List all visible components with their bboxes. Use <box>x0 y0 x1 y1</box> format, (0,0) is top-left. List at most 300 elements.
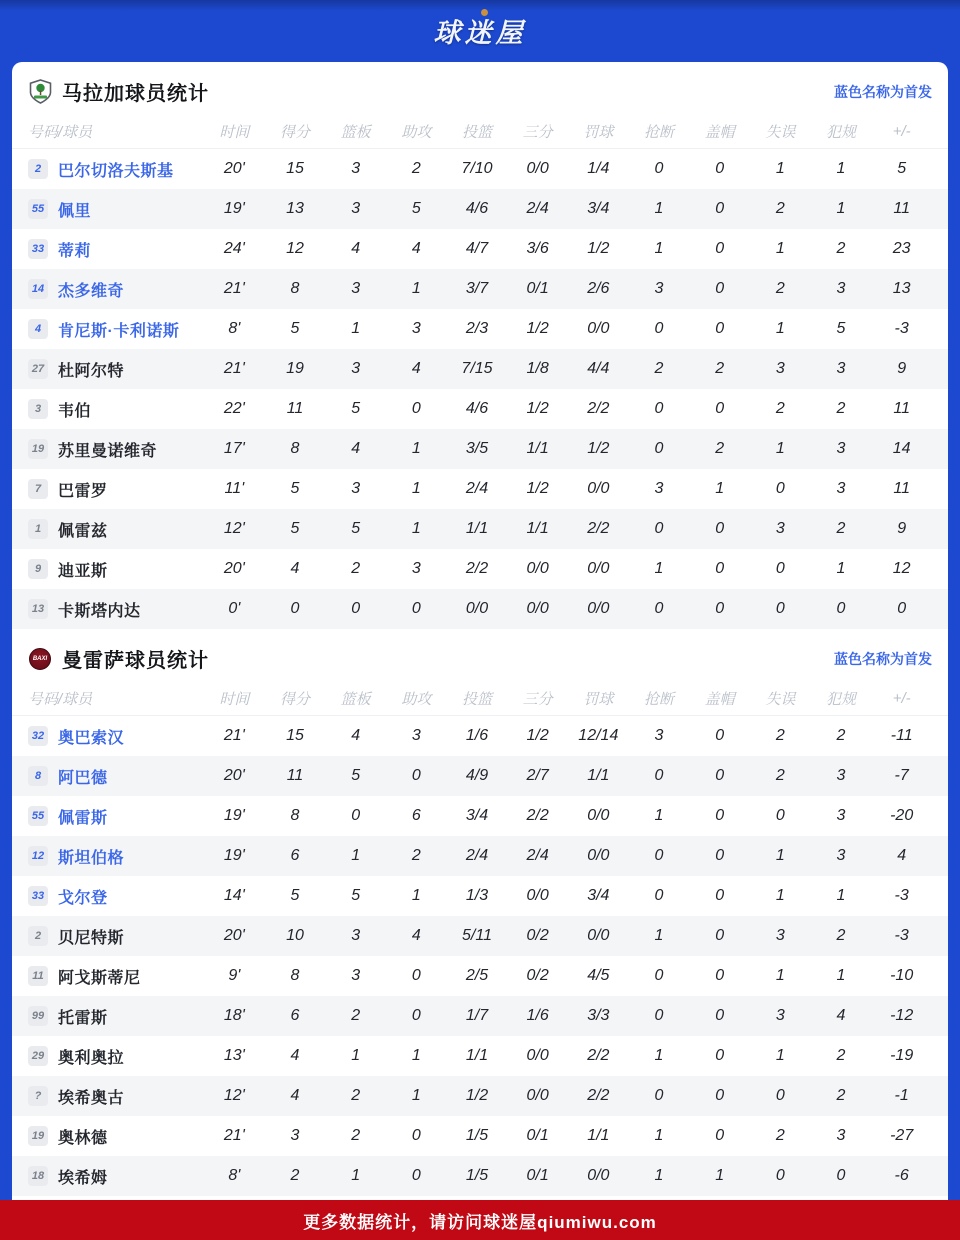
stat-cell-三分: 0/1 <box>526 1127 549 1144</box>
table-row[interactable] <box>12 549 948 589</box>
stat-cell-助攻: 2 <box>411 160 421 177</box>
stat-cell-抢断: 0 <box>654 1087 664 1104</box>
table-row[interactable] <box>12 189 948 229</box>
column-header-10: 失误 <box>765 124 796 141</box>
stat-cell-盖帽: 0 <box>715 887 725 904</box>
player-cell <box>28 438 204 461</box>
column-header-0: 号码/球员 <box>28 124 93 141</box>
stat-cell-投篮: 7/10 <box>461 160 493 177</box>
stat-cell-助攻: 0 <box>411 1127 421 1144</box>
player-name: 巴尔切洛夫斯基 <box>58 162 174 180</box>
stat-cell-抢断: 0 <box>654 440 664 457</box>
player-name: 奥利奥拉 <box>58 1049 125 1067</box>
stat-cell-失误: 1 <box>775 967 785 984</box>
stat-cell-得分: 6 <box>290 1007 300 1024</box>
player-cell <box>28 358 204 381</box>
stat-cell-助攻: 0 <box>411 1007 421 1024</box>
stat-cell-+/-: -12 <box>890 1007 914 1024</box>
column-header-5: 投篮 <box>461 691 492 708</box>
column-header-0: 号码/球员 <box>28 691 93 708</box>
stat-cell-篮板: 3 <box>351 967 361 984</box>
stat-cell-三分: 0/0 <box>526 887 549 904</box>
stat-cell-+/-: 11 <box>893 480 910 497</box>
stat-cell-犯规: 2 <box>836 240 846 257</box>
stat-cell-时间: 19' <box>223 200 245 217</box>
stat-cell-+/-: -20 <box>890 807 914 824</box>
stat-cell-罚球: 0/0 <box>587 320 610 337</box>
stat-cell-投篮: 2/3 <box>465 320 489 337</box>
table-row[interactable] <box>12 1036 948 1076</box>
stat-cell-抢断: 1 <box>654 200 664 217</box>
jersey-number-badge: 29 <box>28 1046 48 1066</box>
table-row[interactable] <box>12 429 948 469</box>
stat-cell-犯规: 1 <box>836 887 846 904</box>
stat-cell-时间: 8' <box>228 1167 241 1184</box>
player-name: 佩里 <box>58 202 92 220</box>
jersey-number-badge: 55 <box>28 806 48 826</box>
stat-cell-抢断: 1 <box>654 1127 664 1144</box>
stat-cell-得分: 10 <box>286 927 304 944</box>
stat-cell-篮板: 0 <box>351 807 361 824</box>
jersey-number-badge: 27 <box>28 359 48 379</box>
player-cell <box>28 1085 204 1108</box>
stat-cell-投篮: 4/7 <box>465 240 489 257</box>
stat-cell-投篮: 1/5 <box>465 1167 489 1184</box>
stat-cell-投篮: 2/2 <box>465 560 489 577</box>
table-row[interactable] <box>12 389 948 429</box>
table-row[interactable] <box>12 1076 948 1116</box>
stat-cell-抢断: 1 <box>654 927 664 944</box>
stat-cell-投篮: 1/6 <box>465 727 489 744</box>
stat-cell-罚球: 0/0 <box>587 927 610 944</box>
stat-cell-+/-: 13 <box>892 280 911 297</box>
player-cell <box>28 1125 204 1148</box>
jersey-number-badge: 33 <box>28 886 48 906</box>
player-cell <box>28 805 204 828</box>
stat-cell-三分: 0/0 <box>526 1047 549 1064</box>
table-row[interactable] <box>12 149 948 189</box>
table-row[interactable] <box>12 309 948 349</box>
stat-cell-抢断: 0 <box>654 600 664 617</box>
stat-cell-投篮: 2/4 <box>465 480 489 497</box>
stat-cell-时间: 17' <box>223 440 245 457</box>
stat-cell-抢断: 3 <box>654 280 664 297</box>
stat-cell-抢断: 0 <box>654 1007 664 1024</box>
stat-cell-三分: 1/2 <box>526 320 549 337</box>
jersey-number-badge: 4 <box>28 319 48 339</box>
stat-cell-抢断: 3 <box>654 727 664 744</box>
stat-cell-犯规: 3 <box>836 807 846 824</box>
stat-cell-时间: 21' <box>223 280 245 297</box>
manresa-title-row <box>12 629 948 682</box>
player-cell <box>28 845 204 868</box>
player-cell <box>28 558 204 581</box>
stat-cell-投篮: 1/1 <box>465 520 489 537</box>
player-cell <box>28 765 204 788</box>
stat-cell-投篮: 7/15 <box>461 360 493 377</box>
column-header-2: 得分 <box>279 124 310 141</box>
stat-cell-+/-: -10 <box>890 967 914 984</box>
stat-cell-盖帽: 0 <box>715 807 725 824</box>
stat-cell-投篮: 2/5 <box>465 967 489 984</box>
table-row[interactable] <box>12 1156 948 1196</box>
stat-cell-罚球: 1/2 <box>587 240 610 257</box>
stat-cell-篮板: 1 <box>351 847 361 864</box>
column-header-1: 时间 <box>219 691 250 708</box>
table-row[interactable] <box>12 876 948 916</box>
stat-cell-投篮: 1/2 <box>465 1087 489 1104</box>
stat-cell-得分: 8 <box>290 440 300 457</box>
stat-cell-助攻: 1 <box>411 887 421 904</box>
stat-cell-得分: 12 <box>286 240 304 257</box>
stat-cell-助攻: 1 <box>411 280 421 297</box>
stat-cell-犯规: 1 <box>836 200 846 217</box>
stat-cell-失误: 0 <box>775 1167 785 1184</box>
player-cell <box>28 278 204 301</box>
player-cell <box>28 158 204 181</box>
site-logo-text: 球迷屋 <box>433 17 527 48</box>
stat-cell-投篮: 4/6 <box>465 200 489 217</box>
stat-cell-三分: 1/2 <box>526 727 549 744</box>
stat-cell-犯规: 2 <box>836 927 846 944</box>
stat-cell-投篮: 0/0 <box>465 600 489 617</box>
stat-cell-篮板: 5 <box>351 767 361 784</box>
manresa-stats-section <box>12 629 948 1196</box>
stat-cell-盖帽: 1 <box>715 1167 725 1184</box>
stat-cell-得分: 0 <box>290 600 300 617</box>
malaga-player-rows <box>12 149 948 629</box>
stat-cell-篮板: 4 <box>351 240 361 257</box>
table-row[interactable] <box>12 589 948 629</box>
stat-cell-得分: 11 <box>286 767 304 784</box>
stat-cell-抢断: 1 <box>654 560 664 577</box>
stat-cell-三分: 2/2 <box>526 807 549 824</box>
stat-cell-盖帽: 0 <box>715 200 725 217</box>
player-name: 阿戈斯蒂尼 <box>58 969 141 987</box>
stat-cell-+/-: -7 <box>894 767 909 784</box>
stat-cell-犯规: 1 <box>836 160 846 177</box>
table-row[interactable] <box>12 996 948 1036</box>
stat-cell-助攻: 3 <box>411 560 421 577</box>
stat-cell-罚球: 0/0 <box>587 480 610 497</box>
jersey-number-badge: 2 <box>28 926 48 946</box>
stat-cell-失误: 1 <box>775 887 785 904</box>
player-cell <box>28 598 204 621</box>
app-header <box>0 0 960 60</box>
player-cell <box>28 398 204 421</box>
player-name: 阿巴德 <box>58 769 108 787</box>
stat-cell-时间: 11' <box>224 480 245 497</box>
stat-cell-助攻: 0 <box>411 400 421 417</box>
stat-cell-抢断: 1 <box>654 1047 664 1064</box>
column-header-3: 篮板 <box>340 124 371 141</box>
stat-cell-篮板: 2 <box>351 560 361 577</box>
table-row[interactable] <box>12 509 948 549</box>
table-row[interactable] <box>12 1116 948 1156</box>
stat-cell-篮板: 5 <box>351 520 361 537</box>
stat-cell-盖帽: 0 <box>715 280 725 297</box>
stat-cell-罚球: 2/2 <box>587 400 610 417</box>
table-row[interactable] <box>12 956 948 996</box>
player-name: 托雷斯 <box>58 1009 108 1027</box>
stat-cell-盖帽: 0 <box>715 927 725 944</box>
stat-cell-盖帽: 0 <box>715 240 725 257</box>
stat-cell-失误: 1 <box>775 1047 785 1064</box>
player-name: 蒂莉 <box>58 242 92 260</box>
jersey-number-badge: 1 <box>28 519 48 539</box>
player-cell <box>28 965 204 988</box>
stat-cell-三分: 3/6 <box>526 240 549 257</box>
column-header-1: 时间 <box>219 124 250 141</box>
table-row[interactable] <box>12 229 948 269</box>
stat-cell-篮板: 4 <box>351 440 361 457</box>
stat-cell-盖帽: 0 <box>715 160 725 177</box>
footer-banner[interactable] <box>0 1200 960 1240</box>
jersey-number-badge: 19 <box>28 1126 48 1146</box>
jersey-number-badge: 19 <box>28 439 48 459</box>
stat-cell-犯规: 2 <box>836 1047 846 1064</box>
jersey-number-badge: ? <box>28 1086 48 1106</box>
stat-cell-时间: 20' <box>223 927 245 944</box>
stat-cell-三分: 0/2 <box>526 927 549 944</box>
table-row[interactable] <box>12 349 948 389</box>
stat-cell-失误: 0 <box>775 807 785 824</box>
stat-cell-时间: 12' <box>223 520 245 537</box>
player-cell <box>28 478 204 501</box>
stat-cell-助攻: 1 <box>411 1087 421 1104</box>
stat-cell-+/-: -1 <box>894 1087 909 1104</box>
stat-cell-+/-: -3 <box>894 320 909 337</box>
stat-cell-+/-: -3 <box>894 927 909 944</box>
player-name: 杜阿尔特 <box>58 362 125 380</box>
stat-cell-罚球: 1/1 <box>587 767 610 784</box>
stat-cell-失误: 0 <box>775 1087 785 1104</box>
stat-cell-篮板: 1 <box>351 1167 361 1184</box>
stat-cell-篮板: 3 <box>351 160 361 177</box>
logo-dot-icon <box>481 9 488 16</box>
stat-cell-盖帽: 0 <box>715 1047 725 1064</box>
table-row[interactable] <box>12 796 948 836</box>
stat-cell-盖帽: 0 <box>715 320 725 337</box>
manresa-crest-icon: BAXI <box>28 646 52 672</box>
stat-cell-盖帽: 0 <box>715 1007 725 1024</box>
stat-cell-失误: 0 <box>775 480 785 497</box>
stat-cell-罚球: 2/2 <box>587 1047 610 1064</box>
stat-cell-盖帽: 0 <box>715 847 725 864</box>
stat-cell-助攻: 4 <box>411 927 421 944</box>
player-name: 韦伯 <box>58 402 92 420</box>
stat-cell-罚球: 0/0 <box>587 847 610 864</box>
stat-cell-助攻: 4 <box>411 240 421 257</box>
stat-cell-助攻: 0 <box>411 967 421 984</box>
stat-cell-盖帽: 0 <box>715 1127 725 1144</box>
jersey-number-badge: 9 <box>28 559 48 579</box>
stat-cell-得分: 5 <box>290 520 300 537</box>
column-header-2: 得分 <box>279 691 310 708</box>
jersey-number-badge: 18 <box>28 1166 48 1186</box>
manresa-player-rows <box>12 716 948 1196</box>
manresa-table-title: 曼雷萨球员统计 <box>62 650 209 672</box>
jersey-number-badge: 14 <box>28 279 48 299</box>
stat-cell-罚球: 3/4 <box>587 200 610 217</box>
stat-cell-篮板: 5 <box>351 400 361 417</box>
stat-cell-抢断: 0 <box>654 767 664 784</box>
player-cell <box>28 518 204 541</box>
stat-cell-失误: 2 <box>775 1127 785 1144</box>
stat-cell-助攻: 4 <box>411 360 421 377</box>
column-header-10: 失误 <box>765 691 796 708</box>
stat-cell-罚球: 0/0 <box>587 560 610 577</box>
stat-cell-投篮: 3/5 <box>465 440 489 457</box>
stat-cell-犯规: 3 <box>836 767 846 784</box>
stat-cell-时间: 18' <box>223 1007 245 1024</box>
stat-cell-三分: 0/0 <box>526 1087 549 1104</box>
player-name: 佩雷兹 <box>58 522 108 540</box>
table-row[interactable] <box>12 269 948 309</box>
jersey-number-badge: 55 <box>28 199 48 219</box>
stat-cell-投篮: 1/7 <box>465 1007 489 1024</box>
stat-cell-时间: 20' <box>223 160 245 177</box>
stat-cell-罚球: 12/14 <box>578 727 619 744</box>
stat-cell-失误: 3 <box>775 520 785 537</box>
stat-cell-犯规: 1 <box>836 967 846 984</box>
stat-cell-犯规: 3 <box>836 280 846 297</box>
stat-cell-投篮: 4/9 <box>465 767 489 784</box>
stat-cell-罚球: 0/0 <box>587 1167 610 1184</box>
table-row[interactable] <box>12 916 948 956</box>
stat-cell-盖帽: 0 <box>715 727 725 744</box>
player-name: 杰多维奇 <box>58 282 125 300</box>
jersey-number-badge: 13 <box>28 599 48 619</box>
stat-cell-+/-: 4 <box>897 847 907 864</box>
stat-cell-三分: 1/2 <box>526 400 549 417</box>
column-header-12: +/- <box>892 690 911 707</box>
stat-cell-犯规: 0 <box>836 600 846 617</box>
stat-cell-+/-: -6 <box>894 1167 909 1184</box>
stat-cell-罚球: 2/2 <box>587 1087 610 1104</box>
stat-cell-盖帽: 2 <box>715 360 725 377</box>
column-header-11: 犯规 <box>825 124 856 141</box>
stat-cell-得分: 11 <box>286 400 304 417</box>
stat-cell-时间: 12' <box>223 1087 245 1104</box>
stat-cell-篮板: 3 <box>351 280 361 297</box>
stat-cell-三分: 0/0 <box>526 600 549 617</box>
table-row[interactable] <box>12 836 948 876</box>
column-header-7: 罚球 <box>583 691 614 708</box>
table-row[interactable] <box>12 716 948 756</box>
stat-cell-时间: 8' <box>228 320 241 337</box>
player-name: 奥巴索汉 <box>58 729 125 747</box>
player-name: 奥林德 <box>58 1129 108 1147</box>
stat-cell-罚球: 1/4 <box>587 160 610 177</box>
stat-cell-篮板: 2 <box>351 1007 361 1024</box>
stat-cell-篮板: 2 <box>351 1127 361 1144</box>
stat-cell-三分: 2/4 <box>526 847 549 864</box>
stat-cell-得分: 6 <box>290 847 300 864</box>
stat-cell-得分: 4 <box>290 1047 300 1064</box>
stat-cell-投篮: 1/5 <box>465 1127 489 1144</box>
stat-cell-三分: 1/1 <box>526 440 549 457</box>
stat-cell-得分: 15 <box>286 160 304 177</box>
stat-cell-盖帽: 2 <box>715 440 725 457</box>
stat-cell-助攻: 3 <box>411 320 421 337</box>
stat-cell-+/-: 5 <box>897 160 907 177</box>
player-cell <box>28 885 204 908</box>
stat-cell-失误: 2 <box>775 767 785 784</box>
stat-cell-+/-: -3 <box>894 887 909 904</box>
jersey-number-badge: 99 <box>28 1006 48 1026</box>
column-header-6: 三分 <box>522 124 553 141</box>
stat-cell-投篮: 4/6 <box>465 400 489 417</box>
malaga-title-row <box>12 62 948 115</box>
stat-cell-篮板: 3 <box>351 200 361 217</box>
stat-cell-助攻: 3 <box>411 727 421 744</box>
player-cell <box>28 925 204 948</box>
stat-cell-罚球: 2/2 <box>587 520 610 537</box>
stat-cell-时间: 14' <box>223 887 245 904</box>
stat-cell-抢断: 0 <box>654 160 664 177</box>
stat-cell-+/-: 0 <box>897 600 907 617</box>
stat-cell-罚球: 0/0 <box>587 807 610 824</box>
stat-cell-犯规: 3 <box>836 360 846 377</box>
column-header-9: 盖帽 <box>704 691 735 708</box>
stat-cell-得分: 15 <box>286 727 304 744</box>
player-name: 佩雷斯 <box>58 809 108 827</box>
stat-cell-篮板: 2 <box>351 1087 361 1104</box>
stat-cell-犯规: 0 <box>836 1167 846 1184</box>
stat-cell-犯规: 2 <box>836 520 846 537</box>
stat-cell-抢断: 0 <box>654 887 664 904</box>
stat-cell-抢断: 0 <box>654 967 664 984</box>
stat-cell-罚球: 2/6 <box>587 280 610 297</box>
player-name: 巴雷罗 <box>58 482 108 500</box>
stat-cell-三分: 0/1 <box>526 1167 549 1184</box>
stat-cell-失误: 1 <box>775 440 785 457</box>
stat-cell-得分: 2 <box>290 1167 300 1184</box>
starter-legend: 蓝色名称为首发 <box>834 650 932 667</box>
jersey-number-badge: 3 <box>28 399 48 419</box>
table-row[interactable] <box>12 469 948 509</box>
stat-cell-失误: 3 <box>775 360 785 377</box>
stat-cell-时间: 20' <box>223 560 245 577</box>
stat-cell-+/-: 9 <box>897 520 907 537</box>
stat-cell-失误: 2 <box>775 727 785 744</box>
stat-cell-助攻: 0 <box>411 600 421 617</box>
stat-cell-篮板: 0 <box>351 600 361 617</box>
stat-cell-得分: 5 <box>290 320 300 337</box>
stat-cell-三分: 0/0 <box>526 560 549 577</box>
stat-cell-抢断: 0 <box>654 320 664 337</box>
stat-cell-助攻: 1 <box>411 1047 421 1064</box>
stat-cell-投篮: 1/3 <box>465 887 489 904</box>
jersey-number-badge: 33 <box>28 239 48 259</box>
player-name: 肯尼斯·卡利诺斯 <box>58 322 180 340</box>
stat-cell-犯规: 5 <box>836 320 846 337</box>
column-header-11: 犯规 <box>825 691 856 708</box>
stat-cell-三分: 0/2 <box>526 967 549 984</box>
stat-cell-篮板: 1 <box>351 320 361 337</box>
player-cell <box>28 198 204 221</box>
stat-cell-盖帽: 0 <box>715 967 725 984</box>
stat-cell-失误: 1 <box>775 320 785 337</box>
table-row[interactable] <box>12 756 948 796</box>
stat-cell-得分: 13 <box>286 200 304 217</box>
column-header-6: 三分 <box>522 691 553 708</box>
jersey-number-badge: 11 <box>28 966 48 986</box>
stat-cell-+/-: 11 <box>893 200 910 217</box>
footer-text: 更多数据统计，请访问球迷屋qiumiwu.com <box>303 1212 657 1232</box>
stat-cell-三分: 0/0 <box>526 160 549 177</box>
